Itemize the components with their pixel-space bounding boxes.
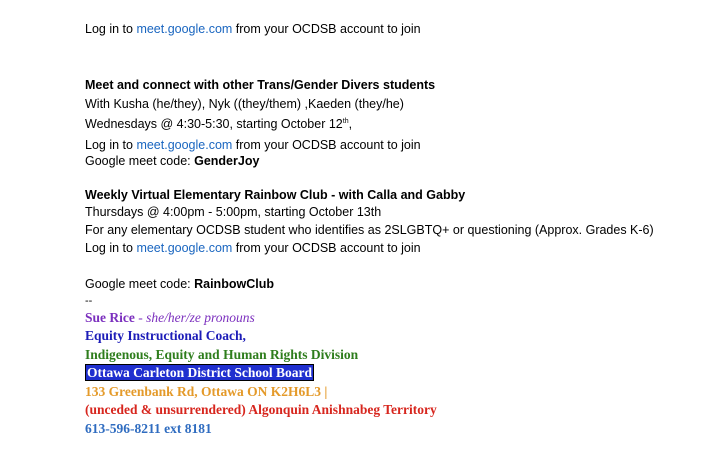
trans-group-facilitators: With Kusha (he/they), Nyk ((they/them) ,Kaeden (they/he) bbox=[85, 97, 404, 111]
login-line-trans: Log in to meet.google.com from your OCDSB account to join bbox=[85, 138, 421, 152]
trans-group-schedule: Wednesdays @ 4:30-5:30, starting October 12th, bbox=[85, 117, 353, 131]
signature-division: Indigenous, Equity and Human Rights Division bbox=[85, 347, 359, 362]
rainbow-club-code: Google meet code: RainbowClub bbox=[85, 277, 274, 291]
signature-address: 133 Greenbank Rd, Ottawa ON K2H6L3 | bbox=[85, 384, 328, 399]
signature-phone[interactable]: 613-596-8211 ext 8181 bbox=[85, 421, 212, 436]
meet-link[interactable]: meet.google.com bbox=[136, 22, 233, 36]
trans-group-heading: Meet and connect with other Trans/Gender Divers students bbox=[85, 78, 436, 92]
signature-title: Equity Instructional Coach, bbox=[85, 328, 246, 343]
signature-pronouns: - she/her/ze pronouns bbox=[134, 310, 255, 325]
signature-territory: (unceded & unsurrendered) Algonquin Anishnabeg Territory bbox=[85, 402, 437, 417]
meet-link[interactable]: meet.google.com bbox=[136, 138, 233, 152]
login-line-top: Log in to meet.google.com from your OCDSB account to join bbox=[85, 22, 421, 36]
signature-name: Sue Rice bbox=[85, 310, 135, 325]
signature-organization: Ottawa Carleton District School Board bbox=[87, 365, 312, 380]
rainbow-club-heading: Weekly Virtual Elementary Rainbow Club - with Calla and Gabby bbox=[85, 188, 466, 202]
signature-organization-line bbox=[85, 365, 314, 381]
meet-link[interactable]: meet.google.com bbox=[136, 241, 233, 255]
rainbow-club-schedule: Thursdays @ 4:00pm - 5:00pm, starting October 13th bbox=[85, 205, 382, 219]
signature-separator: -- bbox=[85, 295, 93, 307]
trans-group-code: Google meet code: GenderJoy bbox=[85, 154, 260, 168]
login-line-rainbow: Log in to meet.google.com from your OCDSB account to join bbox=[85, 241, 421, 255]
signature-name-line bbox=[85, 310, 255, 326]
rainbow-club-eligibility: For any elementary OCDSB student who identifies as 2SLGBTQ+ or questioning (Approx. Grades K-6) bbox=[85, 223, 654, 237]
